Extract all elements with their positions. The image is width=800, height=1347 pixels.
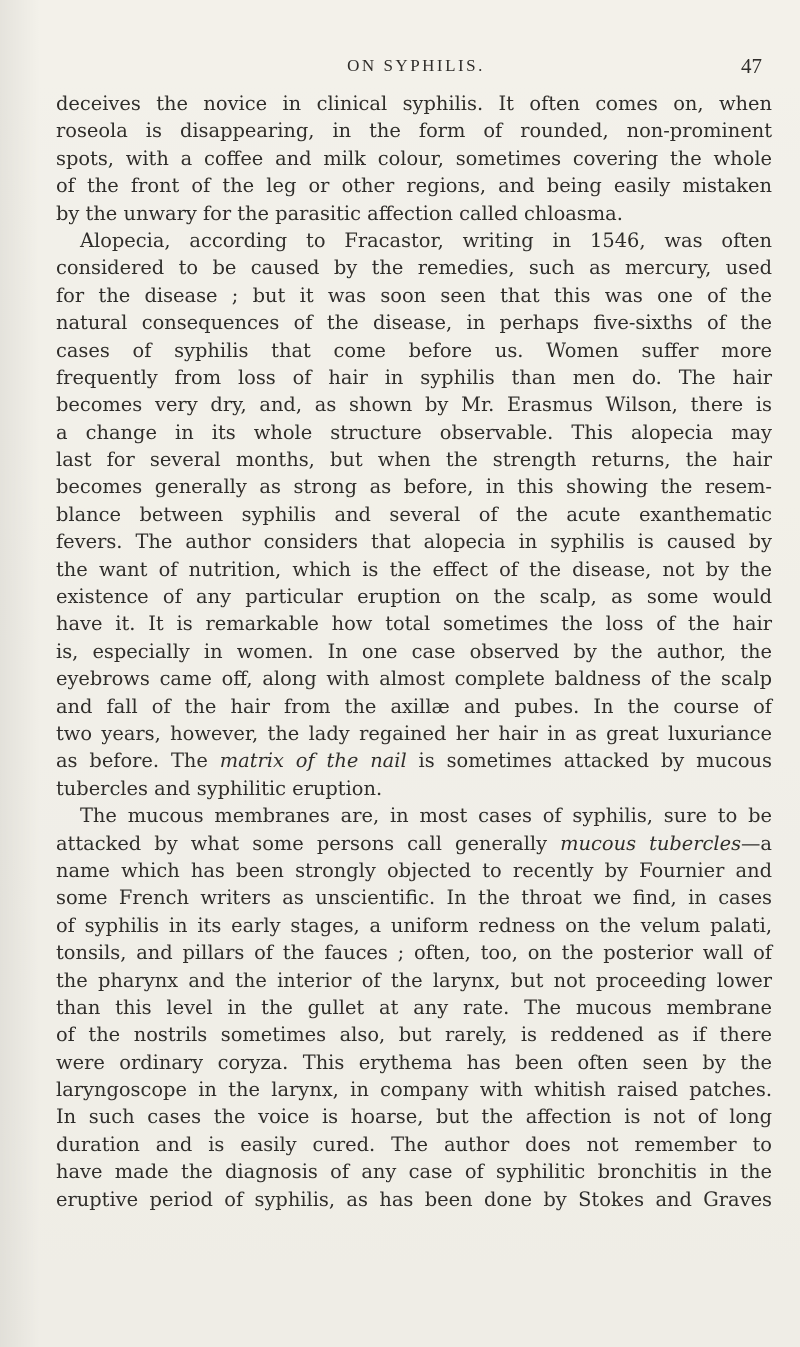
text-line: becomes generally as strong as before, in this showing the resem- — [56, 475, 772, 499]
text-line: have it. It is remarkable how total sometimes the loss of the hair — [56, 612, 772, 636]
text-line: laryngoscope in the larynx, in company with whitish raised patches. — [56, 1078, 772, 1102]
text-line: spots, with a coffee and milk colour, sometimes covering the whole — [56, 146, 772, 170]
italic-phrase: matrix of the nail — [219, 749, 407, 773]
text-line: tonsils, and pillars of the fauces ; often, too, on the posterior wall of — [56, 941, 772, 965]
italic-phrase: mucous tubercles — [560, 831, 742, 855]
text-line: for the disease ; but it was soon seen that this was one of the — [56, 283, 772, 307]
text-line: becomes very dry, and, as shown by Mr. Erasmus Wilson, there is — [56, 393, 772, 417]
body-text — [56, 90, 772, 1213]
text-line: the pharynx and the interior of the larynx, but not proceeding lower — [56, 968, 772, 992]
text-line: deceives the novice in clinical syphilis. It often comes on, when — [56, 92, 772, 115]
text-line: a change in its whole structure observable. This alopecia may — [56, 420, 772, 444]
text-line: fevers. The author considers that alopecia in syphilis is caused by — [56, 530, 772, 554]
text-line: tubercles and syphilitic eruption. — [56, 776, 383, 800]
text-line: have made the diagnosis of any case of syphilitic bronchitis in the — [56, 1160, 772, 1184]
text-line: of the front of the leg or other regions, and being easily mistaken — [56, 174, 772, 198]
text-line: frequently from loss of hair in syphilis than men do. The hair — [56, 365, 772, 389]
text-line: name which has been strongly objected to recently by Fournier and — [56, 858, 772, 882]
text-line — [56, 747, 772, 774]
text-line: roseola is disappearing, in the form of rounded, non-prominent — [56, 119, 772, 143]
text-line: of syphilis in its early stages, a uniform redness on the velum palati, — [56, 913, 772, 937]
text-line: cases of syphilis that come before us. Women suffer more — [56, 338, 772, 362]
text-line: Alopecia, according to Fracastor, writing in 1546, was often — [80, 228, 772, 252]
text-line: by the unwary for the parasitic affection called chloasma. — [56, 201, 623, 225]
text-line: blance between syphilis and several of the acute exanthematic — [56, 502, 772, 526]
text-line: The mucous membranes are, in most cases of syphilis, sure to be — [80, 804, 772, 828]
text-line: eyebrows came off, along with almost complete baldness of the scalp — [56, 667, 772, 691]
text-line: than this level in the gullet at any rate. The mucous membrane — [56, 995, 772, 1019]
text-run: —a — [741, 831, 772, 855]
text-line: In such cases the voice is hoarse, but the affection is not of long — [56, 1105, 772, 1129]
text-line: two years, however, the lady regained her hair in as great luxuriance — [56, 721, 772, 745]
page-number: 47 — [741, 54, 762, 78]
text-line — [56, 830, 772, 857]
text-line: some French writers as unscientific. In the throat we find, in cases — [56, 886, 772, 910]
text-line: last for several months, but when the strength returns, the hair — [56, 448, 772, 472]
text-run: attacked by what some persons call generally — [56, 831, 561, 855]
text-line: duration and is easily cured. The author does not remember to — [56, 1132, 772, 1156]
text-line: eruptive period of syphilis, as has been done by Stokes and Graves — [56, 1187, 772, 1211]
text-line: is, especially in women. In one case observed by the author, the — [56, 639, 772, 663]
text-line: of the nostrils sometimes also, but rarely, is reddened as if there — [56, 1023, 772, 1047]
text-run: as before. The — [56, 749, 220, 773]
running-head: ON SYPHILIS. — [347, 56, 485, 75]
text-line: the want of nutrition, which is the effect of the disease, not by the — [56, 557, 772, 581]
text-run: is sometimes attacked by mucous — [406, 749, 772, 773]
page-header — [56, 52, 776, 80]
text-line: existence of any particular eruption on the scalp, as some would — [56, 585, 772, 609]
text-line: and fall of the hair from the axillæ and pubes. In the course of — [56, 694, 772, 718]
text-line: natural consequences of the disease, in perhaps five-sixths of the — [56, 311, 772, 335]
text-line: considered to be caused by the remedies, such as mercury, used — [56, 256, 772, 280]
text-line: were ordinary coryza. This erythema has been often seen by the — [56, 1050, 772, 1074]
